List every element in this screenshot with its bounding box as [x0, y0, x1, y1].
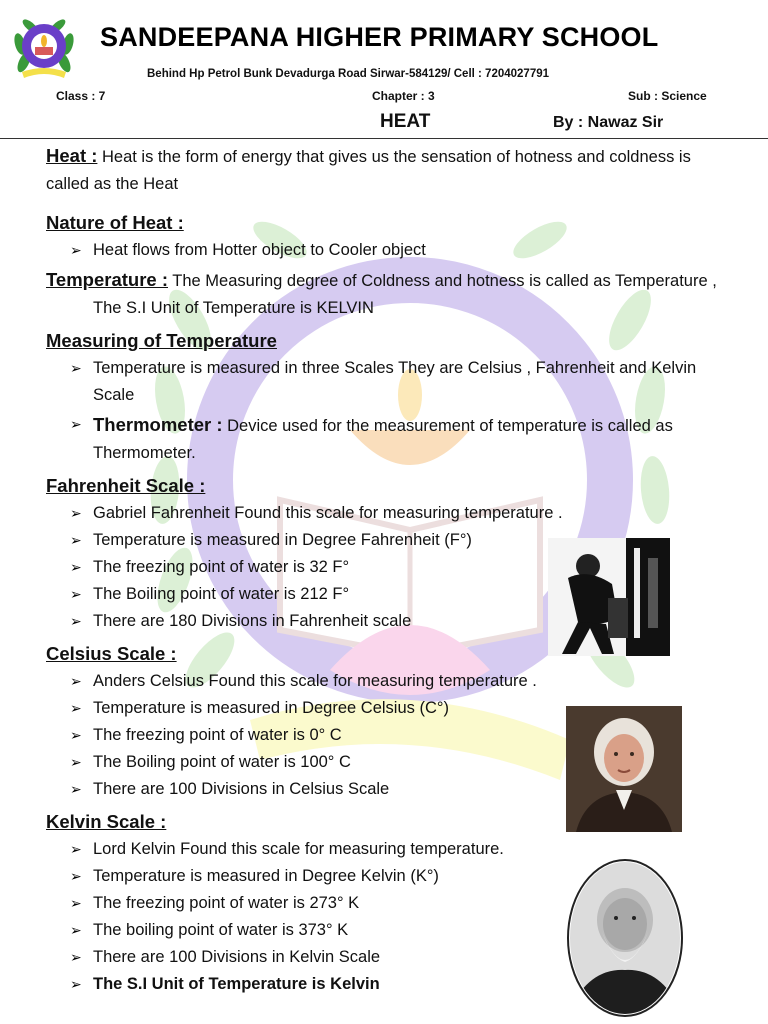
list-item-text: Heat flows from Hotter object to Cooler object	[93, 241, 426, 259]
arrow-bullet-icon: ➢	[70, 360, 82, 376]
list-item-text: There are 100 Divisions in Kelvin Scale	[93, 948, 381, 966]
arrow-bullet-icon: ➢	[70, 841, 82, 857]
list-item-text: Lord Kelvin Found this scale for measuring temperature.	[93, 840, 504, 858]
arrow-bullet-icon: ➢	[70, 754, 82, 770]
topic-title: HEAT	[380, 111, 431, 132]
nature-list	[46, 237, 736, 264]
list-item	[70, 411, 736, 467]
school-name: SANDEEPANA HIGHER PRIMARY SCHOOL	[100, 22, 659, 52]
heat-term: Heat :	[46, 145, 98, 166]
school-address: Behind Hp Petrol Bunk Devadurga Road Sirwar-584129/ Cell : 7204027791	[147, 68, 550, 80]
list-item-text: Temperature is measured in Degree Kelvin (K°)	[93, 867, 439, 885]
arrow-bullet-icon: ➢	[70, 976, 82, 992]
arrow-bullet-icon: ➢	[70, 673, 82, 689]
fahrenheit-engraving-image	[548, 538, 670, 656]
class-label: Class : 7	[56, 89, 106, 103]
arrow-bullet-icon: ➢	[70, 781, 82, 797]
list-item-text: Gabriel Fahrenheit Found this scale for measuring temperature .	[93, 504, 563, 522]
temperature-term: Temperature :	[46, 269, 168, 290]
kelvin-heading: Kelvin Scale :	[46, 811, 167, 832]
arrow-bullet-icon: ➢	[70, 416, 82, 432]
list-item-text: The boiling point of water is 373° K	[93, 921, 349, 939]
measuring-list	[46, 355, 736, 467]
list-item	[70, 500, 736, 527]
subject-label: Sub : Science	[628, 89, 707, 103]
list-item-text: The freezing point of water is 273° K	[93, 894, 360, 912]
heat-definition	[46, 142, 736, 198]
list-item-text: The freezing point of water is 0° C	[93, 726, 342, 744]
arrow-bullet-icon: ➢	[70, 868, 82, 884]
list-item-text: Temperature is measured in Degree Fahrenheit (F°)	[93, 531, 472, 549]
heat-definition-text: Heat is the form of energy that gives us the sensation of hotness and coldness is called as the Heat	[46, 148, 691, 193]
arrow-bullet-icon: ➢	[70, 700, 82, 716]
arrow-bullet-icon: ➢	[70, 505, 82, 521]
arrow-bullet-icon: ➢	[70, 922, 82, 938]
list-item-text: The S.I Unit of Temperature is Kelvin	[93, 975, 380, 993]
arrow-bullet-icon: ➢	[70, 559, 82, 575]
list-item-text: The Boiling point of water is 212 F°	[93, 585, 350, 603]
list-item-text: There are 180 Divisions in Fahrenheit scale	[93, 612, 412, 630]
list-item-text: The Boiling point of water is 100° C	[93, 753, 351, 771]
temperature-definition	[46, 266, 736, 322]
list-item-text: Device used for the measurement of temperature is called as Thermometer.	[93, 417, 673, 462]
chapter-label: Chapter : 3	[372, 89, 435, 103]
list-item-text: Temperature is measured in Degree Celsius (C°)	[93, 699, 449, 717]
arrow-bullet-icon: ➢	[70, 895, 82, 911]
celsius-portrait-image	[566, 706, 682, 832]
nature-heading: Nature of Heat :	[46, 212, 184, 233]
arrow-bullet-icon: ➢	[70, 727, 82, 743]
temperature-definition-text: The Measuring degree of Coldness and hotness is called as Temperature , The S.I Unit of Temperature is KELVIN	[93, 272, 717, 317]
arrow-bullet-icon: ➢	[70, 613, 82, 629]
celsius-heading: Celsius Scale :	[46, 643, 177, 664]
header-divider	[0, 138, 768, 139]
fahrenheit-heading: Fahrenheit Scale :	[46, 475, 206, 496]
list-item	[70, 355, 736, 409]
arrow-bullet-icon: ➢	[70, 949, 82, 965]
list-item-text: The freezing point of water is 32 F°	[93, 558, 350, 576]
list-item-text: Anders Celsius Found this scale for measuring temperature .	[93, 672, 537, 690]
list-item	[70, 668, 736, 695]
thermometer-term: Thermometer :	[93, 414, 223, 435]
measuring-heading: Measuring of Temperature	[46, 330, 277, 351]
author-label: By : Nawaz Sir	[553, 114, 664, 131]
list-item-text: There are 100 Divisions in Celsius Scale	[93, 780, 390, 798]
school-logo	[10, 14, 78, 82]
list-item-text: Temperature is measured in three Scales They are Celsius , Fahrenheit and Kelvin Scale	[93, 359, 697, 404]
arrow-bullet-icon: ➢	[70, 532, 82, 548]
arrow-bullet-icon: ➢	[70, 242, 82, 258]
list-item	[70, 237, 736, 264]
arrow-bullet-icon: ➢	[70, 586, 82, 602]
kelvin-portrait-image	[566, 858, 684, 1018]
